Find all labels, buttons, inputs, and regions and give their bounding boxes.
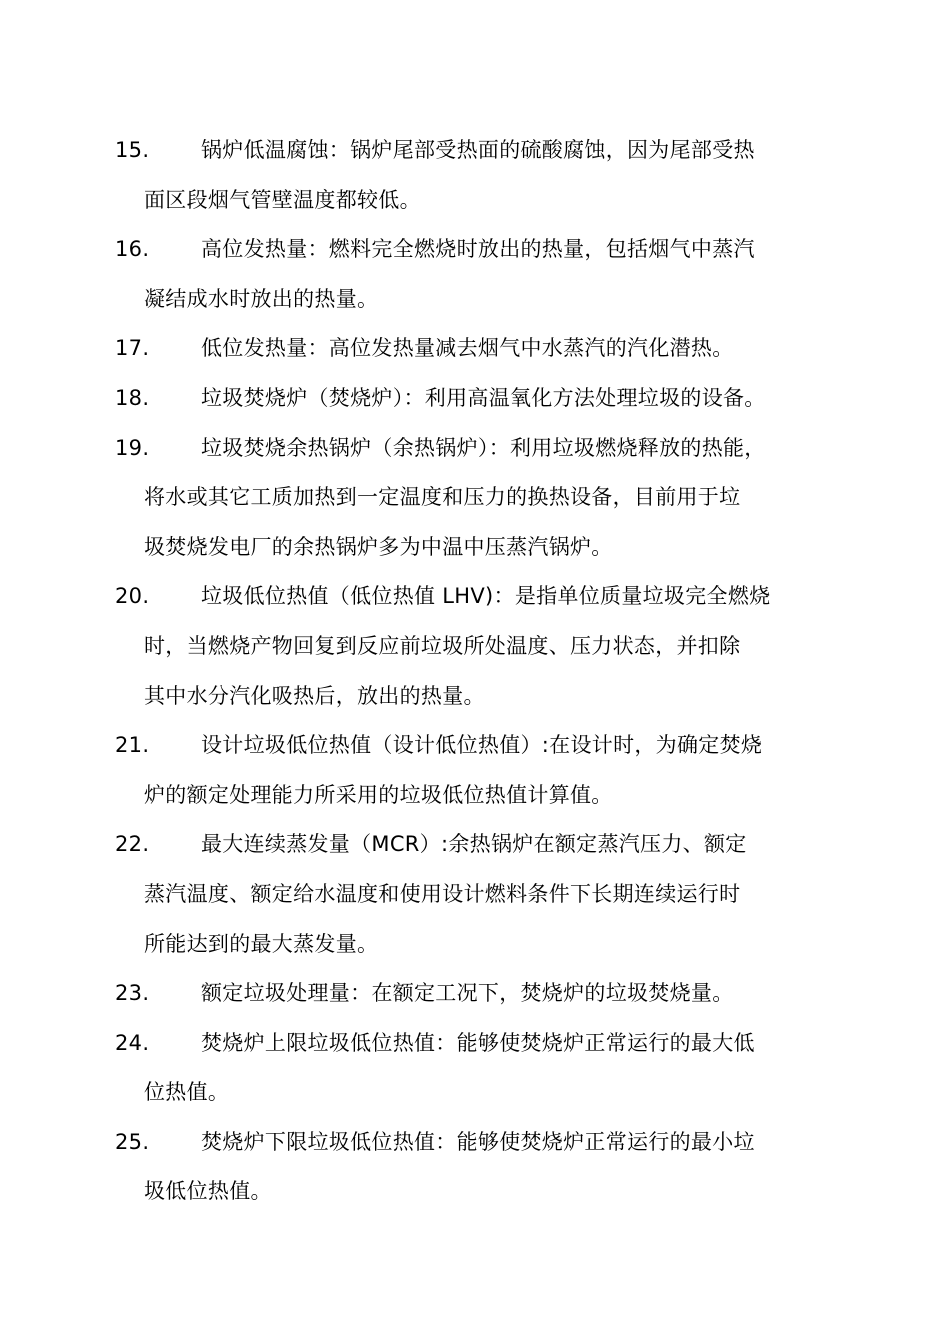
item-first-line <box>0 324 950 374</box>
item-first-line <box>0 424 950 474</box>
item-text: 设计垃圾低位热值（设计低位热值）:在设计时，为确定焚烧 <box>201 733 763 758</box>
item-text: 垃圾焚烧余热锅炉（余热锅炉）：利用垃圾燃烧释放的热能， <box>201 435 766 460</box>
item-text: 炉的额定处理能力所采用的垃圾低位热值计算值。 <box>144 782 613 807</box>
item-text: 面区段烟气管壁温度都较低。 <box>144 187 421 212</box>
item-text: 额定垃圾处理量：在额定工况下，焚烧炉的垃圾焚烧量。 <box>201 981 734 1006</box>
item-text: 垃圾焚烧炉（焚烧炉）：利用高温氧化方法处理垃圾的设备。 <box>201 385 766 410</box>
item-text: 垃圾低位热值（低位热值 LHV)：是指单位质量垃圾完全燃烧 <box>201 584 771 609</box>
item-continuation-line <box>0 672 950 722</box>
item-number: 16. <box>115 237 150 262</box>
item-continuation-line <box>0 1068 950 1118</box>
item-text: 低位发热量：高位发热量减去烟气中水蒸汽的汽化潜热。 <box>201 336 734 361</box>
item-continuation-line <box>0 176 950 226</box>
item-continuation-line <box>0 1167 950 1217</box>
item-first-line <box>0 225 950 275</box>
item-text: 焚烧炉下限垃圾低位热值：能够使焚烧炉正常运行的最小垃 <box>201 1129 755 1154</box>
definition-list <box>0 126 950 1217</box>
item-continuation-line <box>0 523 950 573</box>
item-text: 凝结成水时放出的热量。 <box>144 286 379 311</box>
item-number: 19. <box>115 435 150 460</box>
item-first-line <box>0 126 950 176</box>
item-text: 高位发热量：燃料完全燃烧时放出的热量，包括烟气中蒸汽 <box>201 237 755 262</box>
list-item <box>0 126 950 225</box>
item-text: 圾焚烧发电厂的余热锅炉多为中温中压蒸汽锅炉。 <box>144 534 613 559</box>
item-number: 23. <box>115 981 150 1006</box>
item-continuation-line <box>0 920 950 970</box>
item-number: 24. <box>115 1030 150 1055</box>
item-text: 焚烧炉上限垃圾低位热值：能够使焚烧炉正常运行的最大低 <box>201 1030 755 1055</box>
item-text: 位热值。 <box>144 1080 230 1105</box>
item-first-line <box>0 820 950 870</box>
list-item <box>0 1019 950 1118</box>
list-item <box>0 225 950 324</box>
item-continuation-line <box>0 771 950 821</box>
item-first-line <box>0 1118 950 1168</box>
item-number: 20. <box>115 584 150 609</box>
item-number: 21. <box>115 733 150 758</box>
item-text: 蒸汽温度、额定给水温度和使用设计燃料条件下长期连续运行时 <box>144 881 741 906</box>
item-first-line <box>0 1019 950 1069</box>
item-number: 25. <box>115 1129 150 1154</box>
item-number: 22. <box>115 832 150 857</box>
list-item <box>0 1118 950 1217</box>
list-item <box>0 572 950 721</box>
item-text: 最大连续蒸发量（MCR）:余热锅炉在额定蒸汽压力、额定 <box>201 832 747 857</box>
item-continuation-line <box>0 473 950 523</box>
item-number: 15. <box>115 138 150 162</box>
list-item <box>0 820 950 969</box>
item-text: 时，当燃烧产物回复到反应前垃圾所处温度、压力状态，并扣除 <box>144 633 741 658</box>
item-text: 将水或其它工质加热到一定温度和压力的换热设备，目前用于垃 <box>144 485 741 510</box>
item-text: 锅炉低温腐蚀：锅炉尾部受热面的硫酸腐蚀，因为尾部受热 <box>201 138 755 162</box>
list-item <box>0 969 950 1019</box>
item-first-line <box>0 721 950 771</box>
item-number: 18. <box>115 385 150 410</box>
item-number: 17. <box>115 336 150 361</box>
item-first-line <box>0 969 950 1019</box>
item-text: 圾低位热值。 <box>144 1179 272 1204</box>
item-continuation-line <box>0 622 950 672</box>
item-continuation-line <box>0 275 950 325</box>
list-item <box>0 324 950 374</box>
item-text: 所能达到的最大蒸发量。 <box>144 931 379 956</box>
list-item <box>0 424 950 573</box>
list-item <box>0 374 950 424</box>
item-text: 其中水分汽化吸热后，放出的热量。 <box>144 683 485 708</box>
item-first-line <box>0 572 950 622</box>
item-continuation-line <box>0 870 950 920</box>
item-first-line <box>0 374 950 424</box>
list-item <box>0 721 950 820</box>
